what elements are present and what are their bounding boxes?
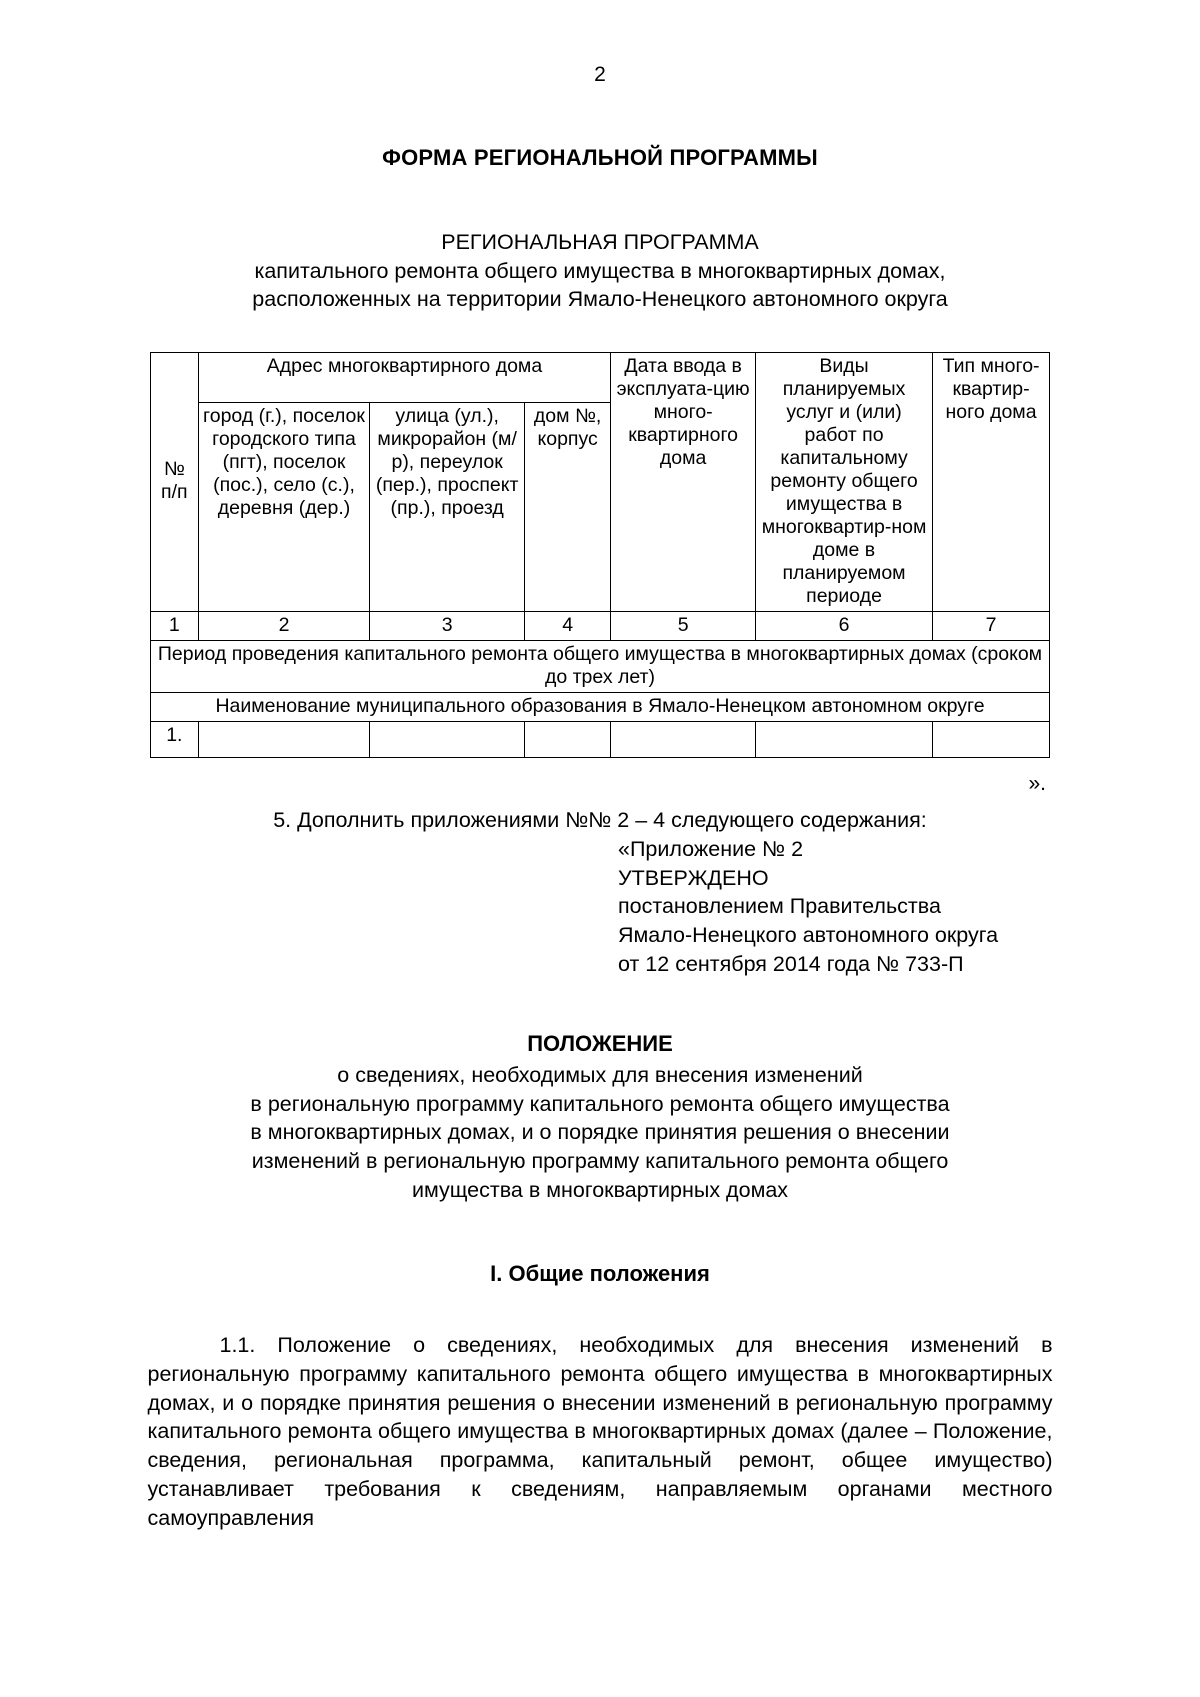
appendix-block xyxy=(0,835,1200,979)
program-heading-line-1: РЕГИОНАЛЬНАЯ ПРОГРАММА xyxy=(441,230,759,254)
program-heading xyxy=(0,228,1200,314)
header-cell-services-works: Виды планируемых услуг и (или) работ по капитальному ремонту общего имущества в многоквартир-ном доме в планируемом периоде xyxy=(756,352,933,611)
polozhenie-subtitle-line-4: изменений в региональную программу капитального ремонта общего xyxy=(251,1149,949,1174)
polozhenie-subtitle-line-2: в региональную программу капитального ремонта общего имущества xyxy=(250,1091,950,1116)
header-cell-city: город (г.), поселок городского типа (пгт), поселок (пос.), село (с.), деревня (дер.) xyxy=(198,402,370,611)
polozhenie-subtitle xyxy=(0,1061,1200,1205)
appendix-title: «Приложение № 2 xyxy=(618,836,804,861)
column-number-1: 1 xyxy=(151,611,199,640)
table-municipality-row xyxy=(151,692,1050,721)
appendix-decree-line-2: Ямало-Ненецкого автономного округа xyxy=(618,923,999,948)
header-cell-address-group: Адрес многоквартирного дома xyxy=(198,352,611,402)
row-cell-building-type[interactable] xyxy=(933,721,1050,757)
form-title: ФОРМА РЕГИОНАЛЬНОЙ ПРОГРАММЫ xyxy=(382,145,818,170)
column-number-7: 7 xyxy=(933,611,1050,640)
appendix-decree-line-3: от 12 сентября 2014 года № 733-П xyxy=(618,951,964,976)
column-number-6: 6 xyxy=(756,611,933,640)
column-number-3: 3 xyxy=(370,611,525,640)
header-cell-street: улица (ул.), микрорайон (м/р), переулок (пер.), проспект (пр.), проезд xyxy=(370,402,525,611)
row-cell-house-number[interactable] xyxy=(524,721,610,757)
program-heading-line-2: капитального ремонта общего имущества в многоквартирных домах, xyxy=(254,258,946,283)
column-number-5: 5 xyxy=(611,611,756,640)
row-cell-city[interactable] xyxy=(198,721,370,757)
table-column-number-row xyxy=(151,611,1050,640)
regional-program-table-wrapper xyxy=(150,352,1050,758)
row-cell-commissioning-date[interactable] xyxy=(611,721,756,757)
row-cell-street[interactable] xyxy=(370,721,525,757)
paragraph-1-1: 1.1. Положение о сведениях, необходимых для внесения изменений в региональную программу капитального ремонта общего имущества в многоквартирных домах, и о порядке принятия решения о внесении изменений в региональную программу капитального ремонта общего имущества в многоквартирных домах (далее – Положение, сведения, региональная программа, капитальный ремонт, общее имущество) устанавливает требования к сведениям, направляемым органами местного самоуправления xyxy=(147,1332,1053,1531)
appendix-approved-label: УТВЕРЖДЕНО xyxy=(618,865,769,890)
header-cell-building-type: Тип много-квартир-ного дома xyxy=(933,352,1050,611)
polozhenie-subtitle-line-1: о сведениях, необходимых для внесения изменений xyxy=(337,1062,863,1087)
polozhenie-title: ПОЛОЖЕНИЕ xyxy=(527,1030,673,1056)
header-cell-house-number: дом №, корпус xyxy=(524,402,610,611)
column-number-4: 4 xyxy=(524,611,610,640)
row-cell-services-works[interactable] xyxy=(756,721,933,757)
header-cell-commissioning-date: Дата ввода в эксплуата-цию много-квартирного дома xyxy=(611,352,756,611)
header-cell-number: № п/п xyxy=(151,352,199,611)
table-row xyxy=(151,721,1050,757)
polozhenie-subtitle-line-5: имущества в многоквартирных домах xyxy=(411,1177,789,1202)
polozhenie-subtitle-line-3: в многоквартирных домах, и о порядке принятия решения о внесении xyxy=(250,1120,950,1145)
column-number-2: 2 xyxy=(198,611,370,640)
regional-program-table xyxy=(150,352,1050,758)
row-number-cell: 1. xyxy=(151,721,199,757)
closing-quote-mark: ». xyxy=(1028,771,1046,795)
item-5-text: 5. Дополнить приложениями №№ 2 – 4 следующего содержания: xyxy=(273,807,927,832)
section-title: I. Общие положения xyxy=(490,1260,710,1286)
table-period-row xyxy=(151,640,1050,692)
page-number: 2 xyxy=(594,63,606,86)
program-heading-line-3: расположенных на территории Ямало-Ненецкого автономного округа xyxy=(252,287,948,312)
table-header-row-top xyxy=(151,352,1050,402)
municipality-row-text: Наименование муниципального образования в Ямало-Ненецком автономном округе xyxy=(151,692,1050,721)
appendix-decree-line-1: постановлением Правительства xyxy=(618,894,941,919)
period-row-text: Период проведения капитального ремонта общего имущества в многоквартирных домах (сроком до трех лет) xyxy=(151,640,1050,692)
